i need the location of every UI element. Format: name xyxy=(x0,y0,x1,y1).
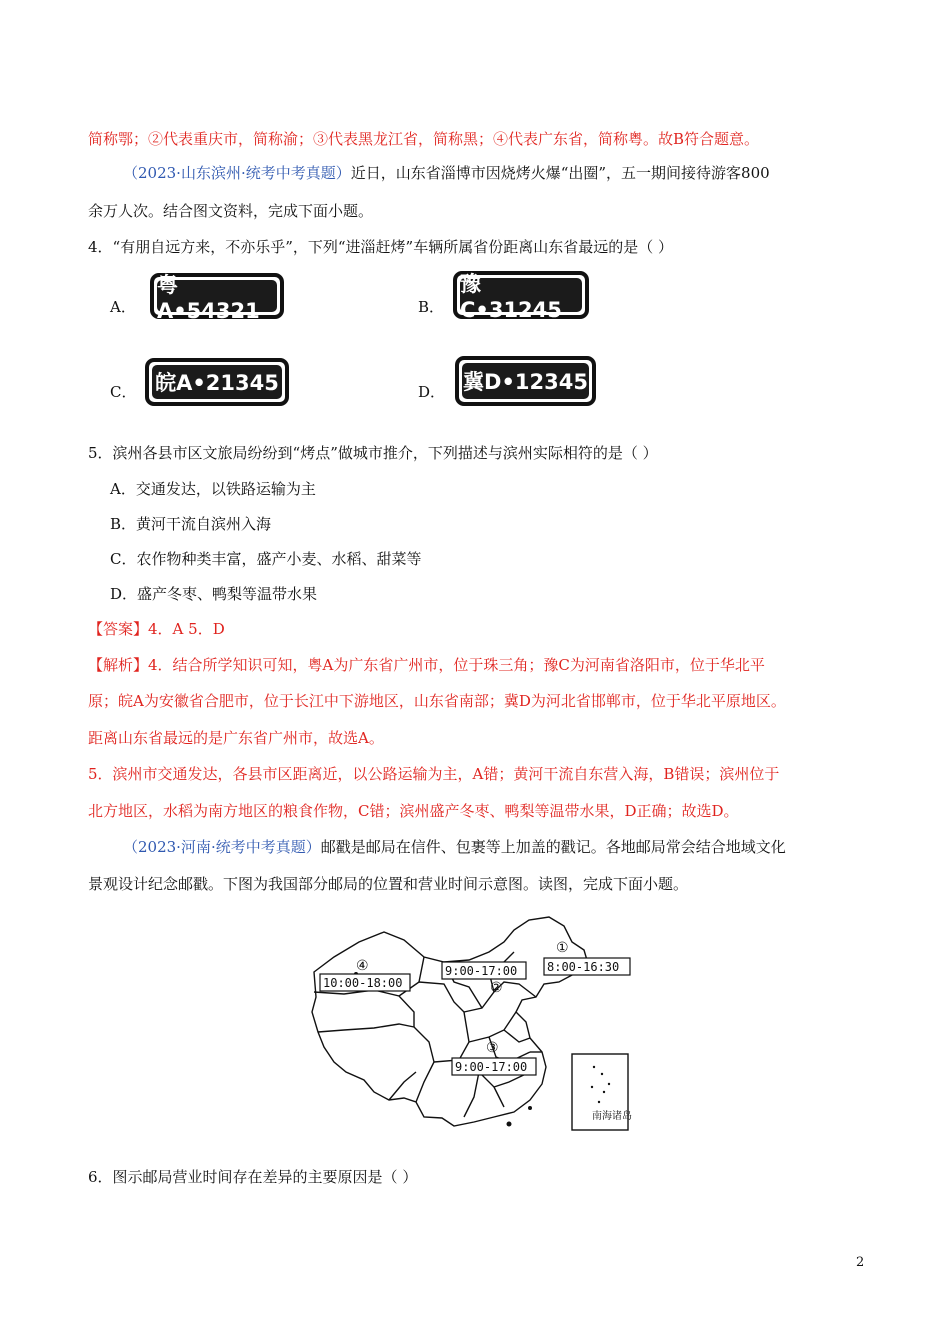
hours-1: 8:00-16:30 xyxy=(547,960,620,974)
post-office-map xyxy=(304,912,636,1136)
hours-3: 9:00-17:00 xyxy=(455,1060,528,1074)
analysis-line-3: 距离山东省最远的是广东省广州市，故选A。 xyxy=(88,729,384,747)
marker-2: ② xyxy=(490,980,503,996)
marker-4: ④ xyxy=(356,958,369,974)
question-5: 5．滨州各县市区文旅局纷纷到“烤点”做城市推介，下列描述与滨州实际相符的是（ ） xyxy=(88,444,658,462)
analysis-line-4: 5．滨州市交通发达，各县市区距离近，以公路运输为主，A错；黄河干流自东营入海，B错误；滨州位于 xyxy=(88,765,780,783)
intro-text-2-cont: 景观设计纪念邮戳。下图为我国部分邮局的位置和营业时间示意图。读图，完成下面小题。 xyxy=(88,875,689,893)
plate-a-text: 粤A•54321 xyxy=(157,280,277,312)
plate-d-text: 冀D•12345 xyxy=(462,363,589,399)
q5-option-b: B．黄河干流自滨州入海 xyxy=(110,515,272,533)
analysis-line-2: 原；皖A为安徽省合肥市，位于长江中下游地区，山东省南部；冀D为河北省邯郸市，位于华北平原地区。 xyxy=(88,692,786,710)
source-line-2 xyxy=(123,837,786,857)
question-6: 6．图示邮局营业时间存在差异的主要原因是（ ） xyxy=(88,1168,418,1186)
source-tag: （2023·山东滨州·统考中考真题） xyxy=(123,164,351,182)
marker-3: ③ xyxy=(486,1040,499,1056)
inset-label: 南海诸岛 xyxy=(592,1111,632,1122)
source-line xyxy=(123,163,770,183)
analysis-line-5: 北方地区，水稻为南方地区的粮食作物，C错；滨州盛产冬枣、鸭梨等温带水果，D正确；故选D。 xyxy=(88,802,739,820)
hours-4: 10:00-18:00 xyxy=(323,976,403,990)
option-a-letter: A． xyxy=(110,298,136,316)
option-c-letter: C． xyxy=(110,383,137,401)
intro-text-2: 邮戳是邮局在信件、包裹等上加盖的戳记。各地邮局常会结合地域文化 xyxy=(320,838,786,856)
marker-1: ① xyxy=(556,940,569,956)
plate-b xyxy=(453,271,589,322)
question-4: 4．“有朋自远方来，不亦乐乎”，下列“进淄赶烤”车辆所属省份距离山东省最远的是（ ） xyxy=(88,238,673,256)
q5-option-d: D．盛产冬枣、鸭梨等温带水果 xyxy=(110,585,318,603)
option-b-letter: B． xyxy=(418,298,445,316)
plate-a xyxy=(150,273,284,323)
q5-option-c: C．农作物种类丰富，盛产小麦、水稻、甜菜等 xyxy=(110,550,422,568)
plate-b-text: 豫C•31245 xyxy=(460,278,582,312)
china-map-svg xyxy=(304,912,636,1136)
plate-d xyxy=(455,356,596,406)
hours-2: 9:00-17:00 xyxy=(445,964,518,978)
text-line-1: 简称鄂；②代表重庆市，简称渝；③代表黑龙江省，简称黑；④代表广东省，简称粤。故B符合题意。 xyxy=(88,130,760,148)
q5-option-a: A．交通发达，以铁路运输为主 xyxy=(110,480,316,498)
source-tag-2: （2023·河南·统考中考真题） xyxy=(123,838,321,856)
analysis-line-1: 【解析】4．结合所学知识可知，粤A为广东省广州市，位于珠三角；豫C为河南省洛阳市，位于华北平 xyxy=(88,656,765,674)
answer-line: 【答案】4．A 5．D xyxy=(88,620,225,638)
plate-c xyxy=(145,358,289,406)
plate-c-text: 皖A•21345 xyxy=(152,365,282,399)
intro-text: 近日，山东省淄博市因烧烤火爆“出圈”，五一期间接待游客800 xyxy=(350,164,770,182)
option-d-letter: D． xyxy=(418,383,446,401)
intro-text-cont: 余万人次。结合图文资料，完成下面小题。 xyxy=(88,202,374,220)
page-number: 2 xyxy=(856,1255,865,1270)
